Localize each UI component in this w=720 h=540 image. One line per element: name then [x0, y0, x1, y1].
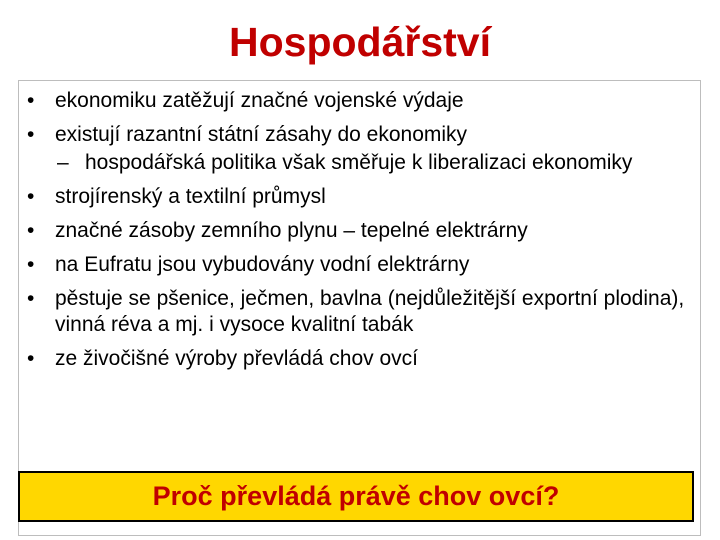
bullet-text: pěstuje se pšenice, ječmen, bavlna (nejdůležitější exportní plodina), vinná réva a mj. i vysoce kvalitní tabák: [55, 287, 685, 336]
bullet-marker: •: [27, 287, 35, 310]
bullet-marker: •: [27, 185, 35, 208]
bullet-marker: •: [27, 219, 35, 242]
slide-title: Hospodářství: [229, 19, 491, 65]
bullet-marker: •: [27, 123, 35, 146]
sub-bullet-item: [27, 150, 707, 176]
sub-bullet-marker: –: [57, 151, 69, 174]
bullet-list: [27, 88, 707, 380]
bullet-item: [27, 252, 707, 278]
bullet-item: [27, 286, 707, 338]
bullet-text: strojírenský a textilní průmysl: [55, 185, 326, 208]
bullet-marker: •: [27, 253, 35, 276]
bullet-item: [27, 218, 707, 244]
bullet-text: značné zásoby zemního plynu – tepelné elektrárny: [55, 219, 528, 242]
bullet-marker: •: [27, 347, 35, 370]
bullet-text: ekonomiku zatěžují značné vojenské výdaje: [55, 89, 464, 112]
bullet-item: [27, 122, 707, 148]
bullet-item: [27, 88, 707, 114]
question-box: Proč převládá právě chov ovcí?: [18, 471, 694, 522]
bullet-item: [27, 346, 707, 372]
bullet-marker: •: [27, 89, 35, 112]
bullet-text: na Eufratu jsou vybudovány vodní elektrárny: [55, 253, 470, 276]
bullet-text: ze živočišné výroby převládá chov ovcí: [55, 347, 418, 370]
bullet-text: existují razantní státní zásahy do ekonomiky: [55, 123, 468, 146]
bullet-item: [27, 184, 707, 210]
sub-bullet-text: hospodářská politika však směřuje k liberalizaci ekonomiky: [85, 151, 633, 174]
